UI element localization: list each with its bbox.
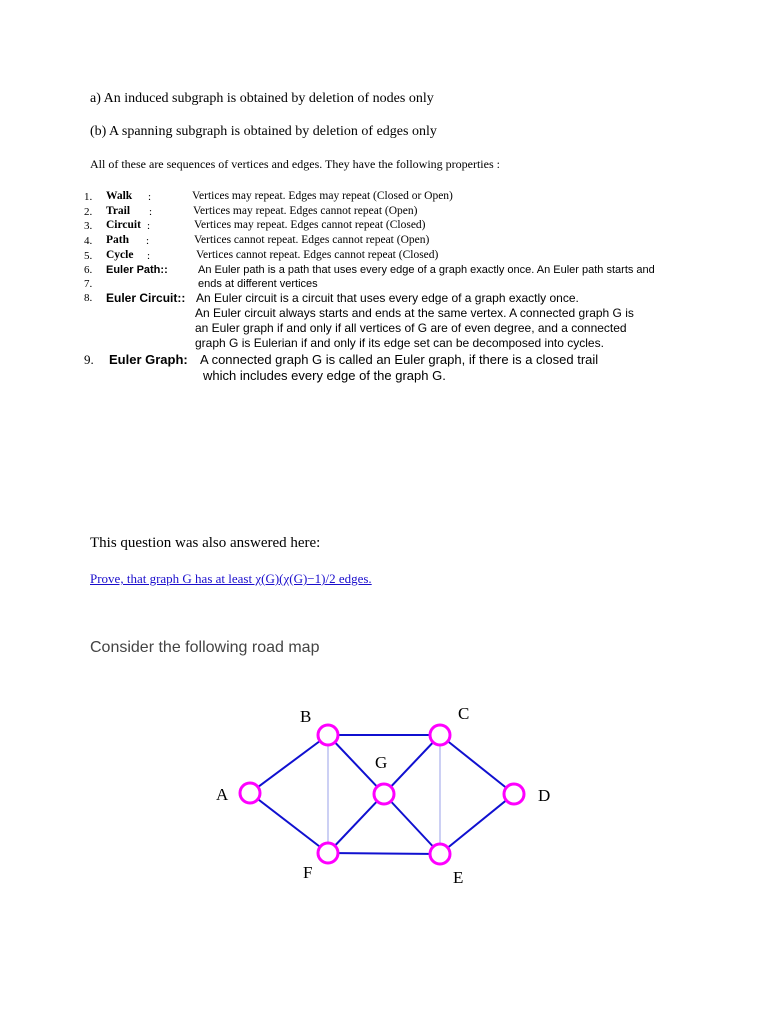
definition-colon: : <box>147 250 151 262</box>
vertex-C <box>430 725 450 745</box>
definition-colon: : <box>147 220 151 232</box>
definition-number: 3. <box>84 220 93 232</box>
graph-vertices <box>240 725 524 864</box>
definition-term: Trail <box>106 205 131 217</box>
road-map-graph <box>200 695 560 890</box>
vertex-label-C: C <box>458 704 470 723</box>
vertex-label-G: G <box>375 753 388 772</box>
edge-D-E <box>440 794 514 854</box>
definition-text: which includes every edge of the graph G. <box>203 368 446 383</box>
definition-term: Euler Circuit:: <box>106 291 186 305</box>
definition-colon: : <box>148 191 152 203</box>
vertex-label-F: F <box>303 863 313 882</box>
vertex-D <box>504 784 524 804</box>
vertex-B <box>318 725 338 745</box>
edge-F-E <box>328 853 440 854</box>
definition-term: Path <box>106 234 129 246</box>
vertex-A <box>240 783 260 803</box>
definition-term: Walk <box>106 190 133 202</box>
vertex-label-B: B <box>300 707 312 726</box>
definition-text: Vertices cannot repeat. Edges cannot repeat (Open) <box>194 234 430 246</box>
definition-text: ends at different vertices <box>198 278 318 290</box>
proof-question-link[interactable]: Prove, that graph G has at least χ(G)(χ(G)−1)/2 edges. <box>90 571 372 586</box>
edge-F-G <box>328 794 384 853</box>
road-map-title: Consider the following road map <box>90 639 320 656</box>
definition-number: 5. <box>84 250 93 262</box>
definition-text: Vertices cannot repeat. Edges cannot repeat (Closed) <box>196 249 439 261</box>
definition-number: 7. <box>84 278 93 290</box>
definition-text: Vertices may repeat. Edges cannot repeat (Open) <box>193 205 418 217</box>
induced-subgraph-line: a) An induced subgraph is obtained by deletion of nodes only <box>90 91 434 106</box>
edge-C-D <box>440 735 514 794</box>
definition-term: Cycle <box>106 249 134 261</box>
vertex-label-E: E <box>453 868 464 887</box>
definition-text: an Euler graph if and only if all vertices of G are of even degree, and a connected <box>195 321 627 335</box>
definition-text: An Euler circuit is a circuit that uses every edge of a graph exactly once. <box>196 291 579 305</box>
vertex-E <box>430 844 450 864</box>
definition-term: Euler Graph: <box>109 352 188 367</box>
definition-text: An Euler circuit always starts and ends at the same vertex. A connected graph G is <box>195 306 634 320</box>
definition-term: Euler Path:: <box>106 264 168 276</box>
definition-text: Vertices may repeat. Edges may repeat (Closed or Open) <box>192 190 453 202</box>
vertex-F <box>318 843 338 863</box>
edge-A-F <box>250 793 328 853</box>
definition-number: 8. <box>84 292 93 304</box>
also-answered-text: This question was also answered here: <box>90 535 321 551</box>
definition-number: 6. <box>84 264 93 276</box>
vertex-label-D: D <box>538 786 551 805</box>
properties-intro: All of these are sequences of vertices and edges. They have the following properties : <box>90 157 500 171</box>
edge-A-B <box>250 735 328 793</box>
definition-colon: : <box>146 235 150 247</box>
definition-text: A connected graph G is called an Euler graph, if there is a closed trail <box>200 352 599 367</box>
definition-number: 9. <box>84 352 94 367</box>
definition-number: 2. <box>84 206 93 218</box>
definition-text: graph G is Eulerian if and only if its edge set can be decomposed into cycles. <box>195 336 604 350</box>
definition-number: 4. <box>84 235 93 247</box>
definition-text: An Euler path is a path that uses every edge of a graph exactly once. An Euler path starts and <box>198 264 655 276</box>
vertex-label-A: A <box>216 785 229 804</box>
definition-number: 1. <box>84 191 93 203</box>
spanning-subgraph-line: (b) A spanning subgraph is obtained by deletion of edges only <box>90 124 437 139</box>
definition-text: Vertices may repeat. Edges cannot repeat (Closed) <box>194 219 426 231</box>
definition-colon: : <box>149 206 153 218</box>
vertex-G <box>374 784 394 804</box>
edge-E-G <box>384 794 440 854</box>
definition-term: Circuit <box>106 219 141 231</box>
edge-C-G <box>384 735 440 794</box>
